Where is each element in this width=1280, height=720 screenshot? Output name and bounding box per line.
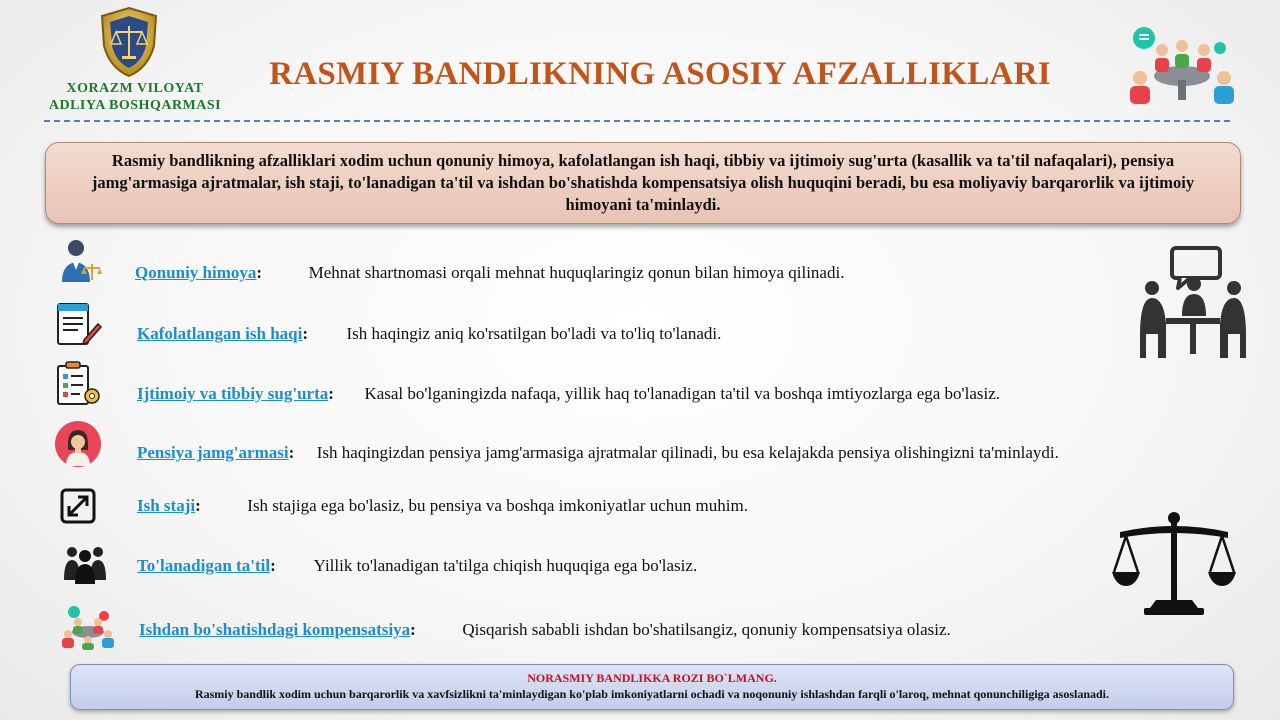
page-title: RASMIY BANDLIKNING ASOSIY AFZALLIKLARI — [269, 56, 1051, 92]
benefit-term-link[interactable]: Ish staji — [137, 496, 196, 515]
org-line-2: ADLIYA BOSHQARMASI — [48, 98, 222, 113]
header-divider — [44, 120, 1230, 122]
benefit-term-link[interactable]: Pensiya jamg'armasi — [137, 443, 289, 462]
footer-banner — [70, 664, 1234, 710]
people-group-icon — [62, 540, 108, 586]
colon: : — [256, 263, 263, 282]
benefit-description: Qisqarish sababli ishdan bo'shatilsangiz, qonuniy kompensatsiya olasiz. — [462, 620, 951, 639]
benefit-term-link[interactable]: Qonuniy himoya — [135, 263, 257, 282]
organization-name — [30, 80, 240, 114]
team-meeting-illustration-icon — [1122, 20, 1242, 108]
benefit-row — [137, 323, 1117, 345]
intro-text: Rasmiy bandlikning afzalliklari xodim uchun qonuniy himoya, kafolatlangan ish haqi, tibbiy va ijtimoiy sug'urta (kasallik va ta'til nafaqalari), pensiya jamg'armasiga ajratmalar, ish staji, to'lanadigan ta'til va ishdan bo'shatishda kompensatsiya olish huquqini beradi, bu esa moliyaviy barqarorlik va ijtimoiy himoyani ta'minlaydi. — [91, 151, 1195, 214]
woman-avatar-icon — [54, 420, 102, 468]
colon: : — [410, 620, 416, 639]
benefit-term-link[interactable]: Ishdan bo'shatishdagi kompensatsiya — [139, 620, 411, 639]
benefit-description: Ish haqingizdan pensiya jamg'armasiga ajratmalar qilinadi, bu esa kelajakda pensiya olishingizni ta'minlaydi. — [316, 443, 1059, 462]
benefit-term-link[interactable]: To'lanadigan ta'til — [137, 556, 271, 575]
colon: : — [195, 496, 201, 515]
meeting-chat-icon — [1138, 246, 1248, 358]
benefit-description: Ish stajiga ega bo'lasiz, bu pensiya va boshqa imkoniyatlar uchun muhim. — [247, 496, 748, 515]
benefit-description: Kasal bo'lganingizda nafaqa, yillik haq to'lanadigan ta'til va boshqa imtiyozlarga ega bo'lasiz. — [364, 384, 1001, 403]
colon: : — [328, 384, 334, 403]
scales-of-justice-icon — [1112, 510, 1236, 616]
team-meeting-icon — [60, 602, 116, 650]
benefit-row — [137, 555, 1117, 577]
lawyer-icon — [54, 236, 102, 284]
benefit-row — [135, 262, 1115, 284]
benefit-term-link[interactable]: Ijtimoiy va tibbiy sug'urta — [137, 384, 329, 403]
benefit-term-link[interactable]: Kafolatlangan ish haqi — [137, 324, 303, 343]
benefit-description: Yillik to'lanadigan ta'tilga chiqish huquqiga ega bo'lasiz. — [313, 556, 698, 575]
intro-box — [45, 142, 1241, 224]
colon: : — [270, 556, 276, 575]
colon: : — [302, 324, 308, 343]
footer-warning: NORASMIY BANDLIKKA ROZI BO`LMANG. — [527, 671, 777, 685]
expand-arrows-icon — [56, 484, 100, 528]
benefit-row — [137, 495, 1117, 517]
benefit-row — [139, 619, 1119, 641]
org-line-1: XORAZM VILOYAT — [66, 81, 204, 96]
report-gear-icon — [54, 360, 102, 408]
benefit-description: Ish haqingiz aniq ko'rsatilgan bo'ladi va to'liq to'lanadi. — [346, 324, 722, 343]
benefit-row — [137, 442, 1257, 464]
benefit-row — [137, 383, 1107, 405]
colon: : — [288, 443, 295, 462]
emblem-logo — [96, 6, 162, 78]
benefit-description: Mehnat shartnomasi orqali mehnat huquqlaringiz qonun bilan himoya qilinadi. — [308, 263, 845, 282]
footer-text: Rasmiy bandlik xodim uchun barqarorlik va xavfsizlikni ta'minlaydigan ko'plab imkoniyatlarni ochadi va noqonuniy ishlashdan farqli o'laroq, mehnat qonunchiligiga asoslanadi. — [194, 687, 1110, 701]
document-pen-icon — [54, 300, 102, 348]
